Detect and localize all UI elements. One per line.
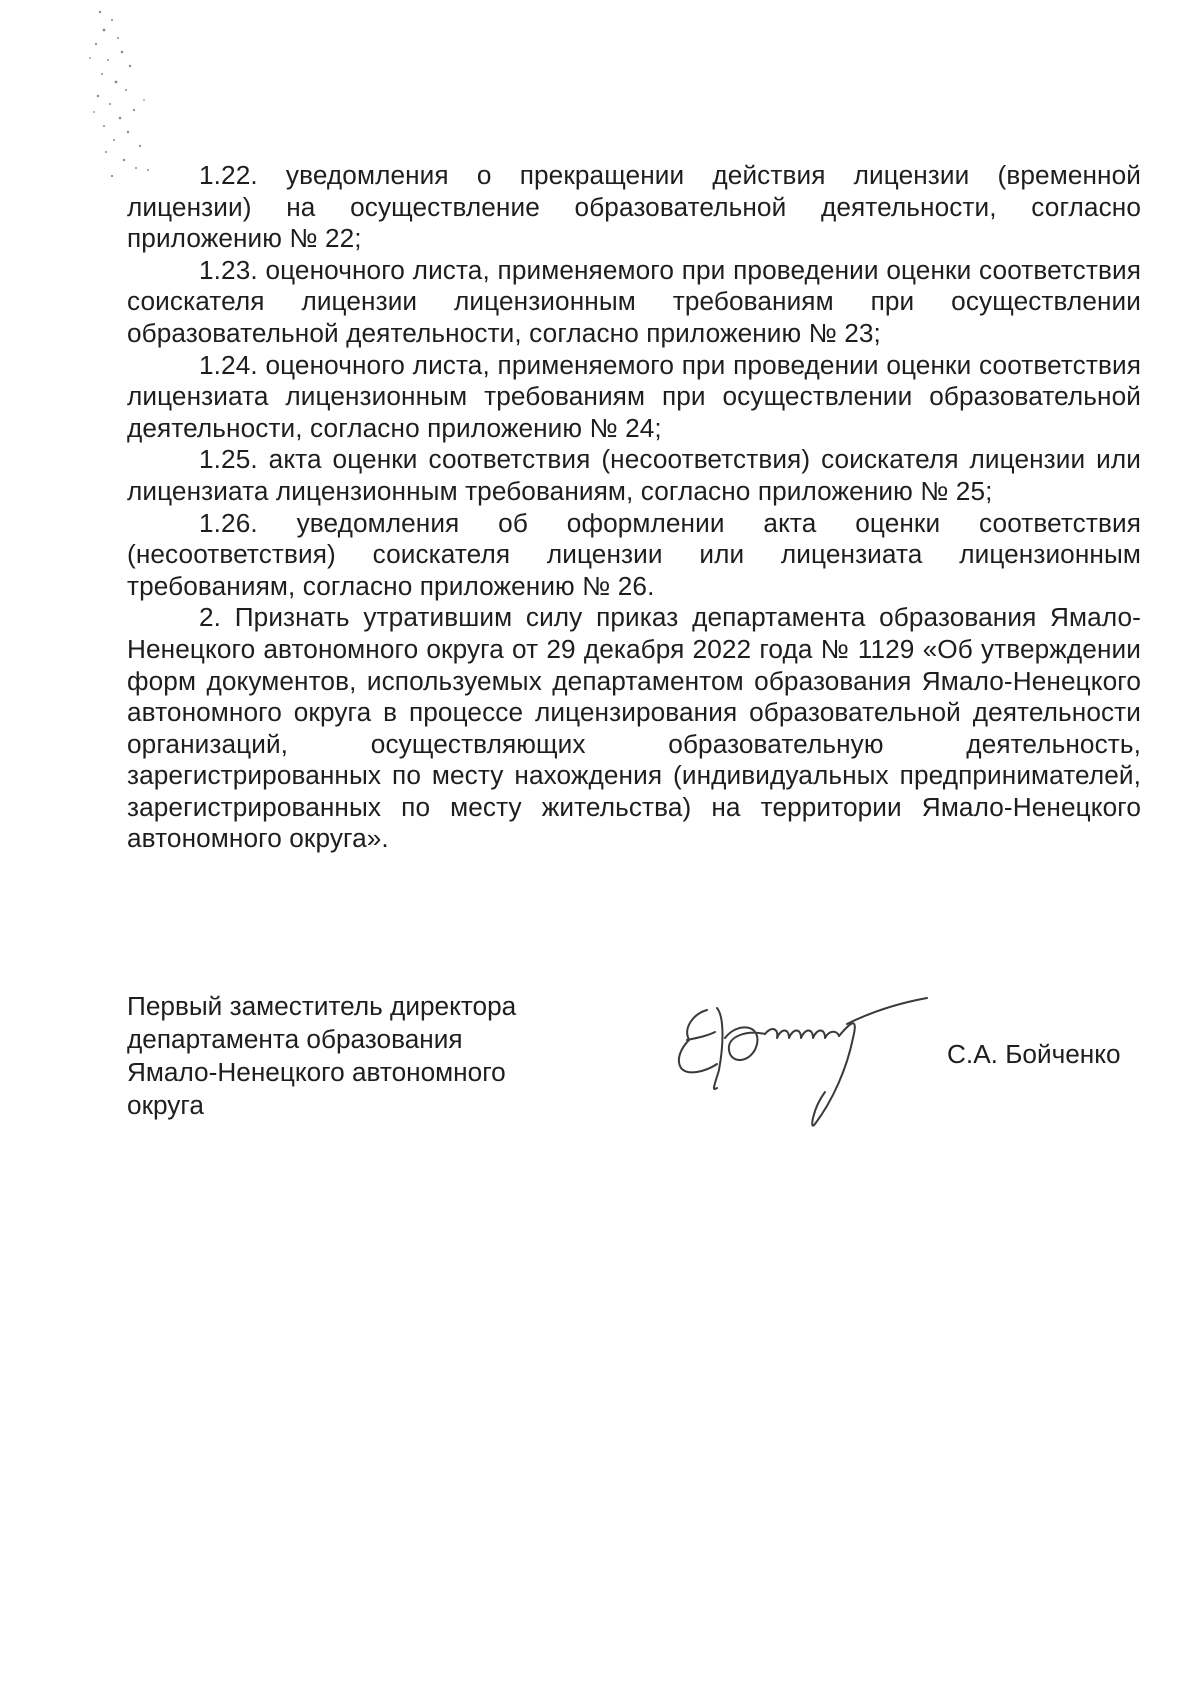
position-line: округа	[127, 1090, 204, 1120]
signatory-position	[127, 990, 587, 1122]
paragraph-1-24: 1.24. оценочного листа, применяемого при проведении оценки соответствия лицензиата лицензионным требованиям при осуществлении образовательной деятельности, согласно приложению № 24;	[127, 349, 1141, 443]
paragraph-1-25: 1.25. акта оценки соответствия (несоответствия) соискателя лицензии или лицензиата лицензионным требованиям, согласно приложению № 25;	[127, 444, 1141, 506]
signer-name: С.А. Бойченко	[947, 1039, 1121, 1069]
paragraph-2: 2. Признать утратившим силу приказ департамента образования Ямало-Ненецкого автономного округа от 29 декабря 2022 года № 1129 «Об утверждении форм документов, используемых департаментом образования Ямало-Ненецкого автономного округа в процессе лицензирования образовательной деятельности организаций, осуществляющих образовательную деятельность, зарегистрированных по месту нахождения (индивидуальных предпринимателей, зарегистрированных по месту жительства) на территории Ямало-Ненецкого автономного округа».	[127, 602, 1141, 854]
position-line: Первый заместитель директора	[127, 991, 517, 1021]
document-body	[127, 160, 1141, 855]
paragraph-1-26: 1.26. уведомления об оформлении акта оценки соответствия (несоответствия) соискателя лицензии или лицензиата лицензионным требованиям, согласно приложению № 26.	[127, 507, 1141, 601]
position-line: Ямало-Ненецкого автономного	[127, 1057, 506, 1087]
paragraph-1-22: 1.22. уведомления о прекращении действия лицензии (временной лицензии) на осуществление образовательной деятельности, согласно приложению № 22;	[127, 160, 1141, 254]
handwritten-signature	[665, 988, 955, 1138]
paragraph-1-23: 1.23. оценочного листа, применяемого при проведении оценки соответствия соискателя лицензии лицензионным требованиям при осуществлении образовательной деятельности, согласно приложению № 23;	[127, 254, 1141, 348]
position-line: департамента образования	[127, 1024, 463, 1054]
